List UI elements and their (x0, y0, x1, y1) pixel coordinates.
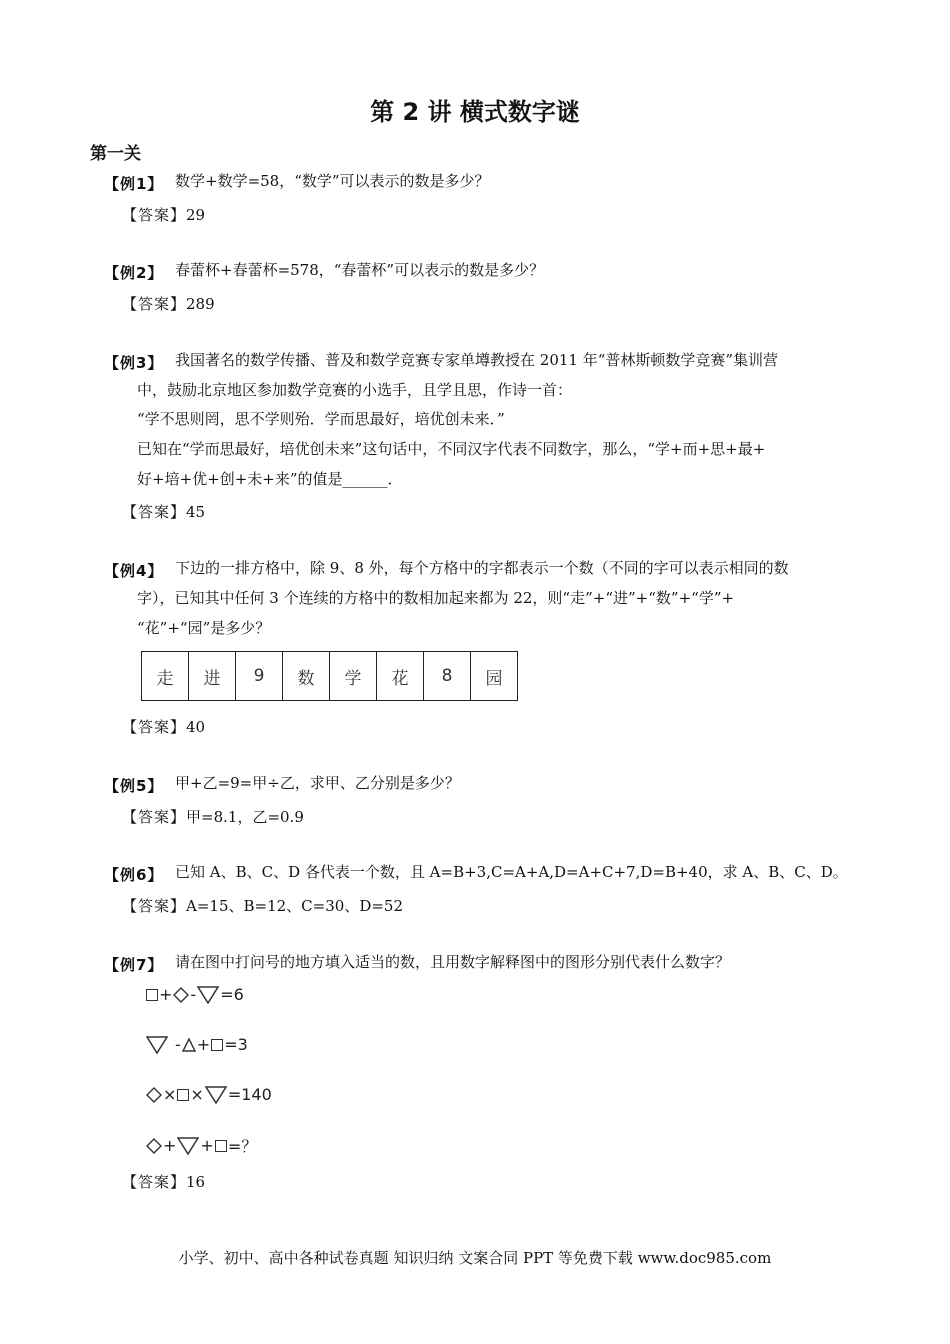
shape-equation-3 (146, 1085, 272, 1104)
answer (122, 204, 205, 225)
equation-result: =6 (220, 985, 244, 1004)
answer-label: 【答案】 (122, 503, 187, 521)
answer-value: 16 (186, 1173, 206, 1191)
answer (122, 716, 205, 737)
example-label: 【例7】 (104, 956, 164, 974)
number-grid (141, 651, 518, 701)
answer-label: 【答案】 (122, 718, 187, 736)
question-text: 我国著名的数学传播、普及和数学竞赛专家单墫教授在 2011 年“普林斯顿数学竞赛”集训营 (175, 351, 779, 369)
example-label: 【例6】 (104, 866, 164, 884)
poem-line: “学不思则罔，思不学则殆．学而思最好，培优创未来．” (137, 410, 505, 428)
answer-label: 【答案】 (122, 1173, 187, 1191)
times-sign: × (163, 1085, 177, 1104)
minus-sign: - (175, 1035, 181, 1054)
shape-equation-1 (146, 985, 244, 1004)
square-icon (211, 1039, 223, 1051)
square-icon (177, 1089, 189, 1101)
diamond-icon (146, 1087, 162, 1103)
answer (122, 806, 304, 827)
plus-sign: + (163, 1136, 177, 1155)
grid-cell: 走 (156, 668, 174, 689)
answer-value: A=15、B=12、C=30、D=52 (186, 897, 403, 915)
diamond-icon (146, 1138, 162, 1154)
down-triangle-icon (177, 1137, 199, 1155)
example-label: 【例4】 (104, 562, 164, 580)
answer (122, 293, 215, 314)
example-label: 【例3】 (104, 354, 164, 372)
question-text: 已知 A、B、C、D 各代表一个数，且 A=B+3,C=A+A,D=A+C+7,D=B+40，求 A、B、C、D。 (175, 863, 848, 881)
question-text: 字），已知其中任何 3 个连续的方格中的数相加起来都为 22，则“走”+“进”+“数”+“学”+ (137, 589, 735, 607)
question-text: 中，鼓励北京地区参加数学竞赛的小选手，且学且思，作诗一首： (137, 381, 573, 399)
down-triangle-icon (146, 1036, 168, 1054)
square-icon (215, 1140, 227, 1152)
plus-sign: + (200, 1136, 214, 1155)
grid-cell: 8 (423, 652, 470, 700)
question-text: 已知在“学而思最好，培优创未来”这句话中，不同汉字代表不同数字，那么，“学+而+思+最+ (137, 440, 766, 458)
answer (122, 895, 403, 916)
page-title: 第 2 讲 横式数字谜 (370, 98, 580, 126)
question-text: 好+培+优+创+未+来”的值是______． (137, 470, 403, 488)
grid-cell: 数 (282, 652, 329, 700)
minus-sign: - (190, 985, 197, 1004)
grid-cell: 园 (470, 652, 517, 700)
answer-label: 【答案】 (122, 206, 187, 224)
answer-value: 45 (186, 503, 206, 521)
question-text: 请在图中打问号的地方填入适当的数，且用数字解释图中的图形分别代表什么数字？ (175, 953, 731, 971)
question-text: 数学+数学=58，“数学”可以表示的数是多少？ (175, 172, 490, 190)
grid-cell: 花 (376, 652, 423, 700)
answer-label: 【答案】 (122, 295, 187, 313)
plus-sign: + (159, 985, 173, 1004)
equation-result: =3 (224, 1035, 248, 1054)
down-triangle-icon (205, 1086, 227, 1104)
example-label: 【例2】 (104, 264, 164, 282)
down-triangle-icon (197, 986, 219, 1004)
level-heading: 第一关 (90, 144, 141, 164)
question-text: 春蕾杯+春蕾杯=578，“春蕾杯”可以表示的数是多少？ (175, 261, 545, 279)
times-sign: × (190, 1085, 204, 1104)
plus-sign: + (196, 1035, 211, 1054)
question-text: “花”+“园”是多少？ (137, 619, 271, 637)
footer-text: 小学、初中、高中各种试卷真题 知识归纳 文案合同 PPT 等免费下载 www.doc985.com (178, 1249, 772, 1267)
answer-label: 【答案】 (122, 808, 187, 826)
answer (122, 1171, 205, 1192)
answer-value: 甲=8.1，乙=0.9 (186, 808, 304, 826)
equation-result: =？ (227, 1137, 258, 1156)
question-text: 甲+乙=9=甲÷乙，求甲、乙分别是多少？ (175, 774, 460, 792)
answer-label: 【答案】 (122, 897, 187, 915)
shape-equation-4 (146, 1134, 257, 1157)
grid-cell: 进 (188, 652, 235, 700)
shape-equation-2 (146, 1035, 248, 1054)
example-label: 【例5】 (104, 777, 164, 795)
triangle-icon (182, 1038, 196, 1052)
answer (122, 501, 205, 522)
equation-result: =140 (227, 1085, 272, 1104)
grid-cell: 9 (235, 652, 282, 700)
question-text: 下边的一排方格中，除 9、8 外，每个方格中的字都表示一个数（不同的字可以表示相同的数 (175, 559, 789, 577)
answer-value: 29 (186, 206, 206, 224)
square-icon (146, 989, 158, 1001)
answer-value: 40 (186, 718, 206, 736)
diamond-icon (173, 987, 189, 1003)
grid-cell: 学 (329, 652, 376, 700)
answer-value: 289 (186, 295, 215, 313)
example-label: 【例1】 (104, 175, 164, 193)
